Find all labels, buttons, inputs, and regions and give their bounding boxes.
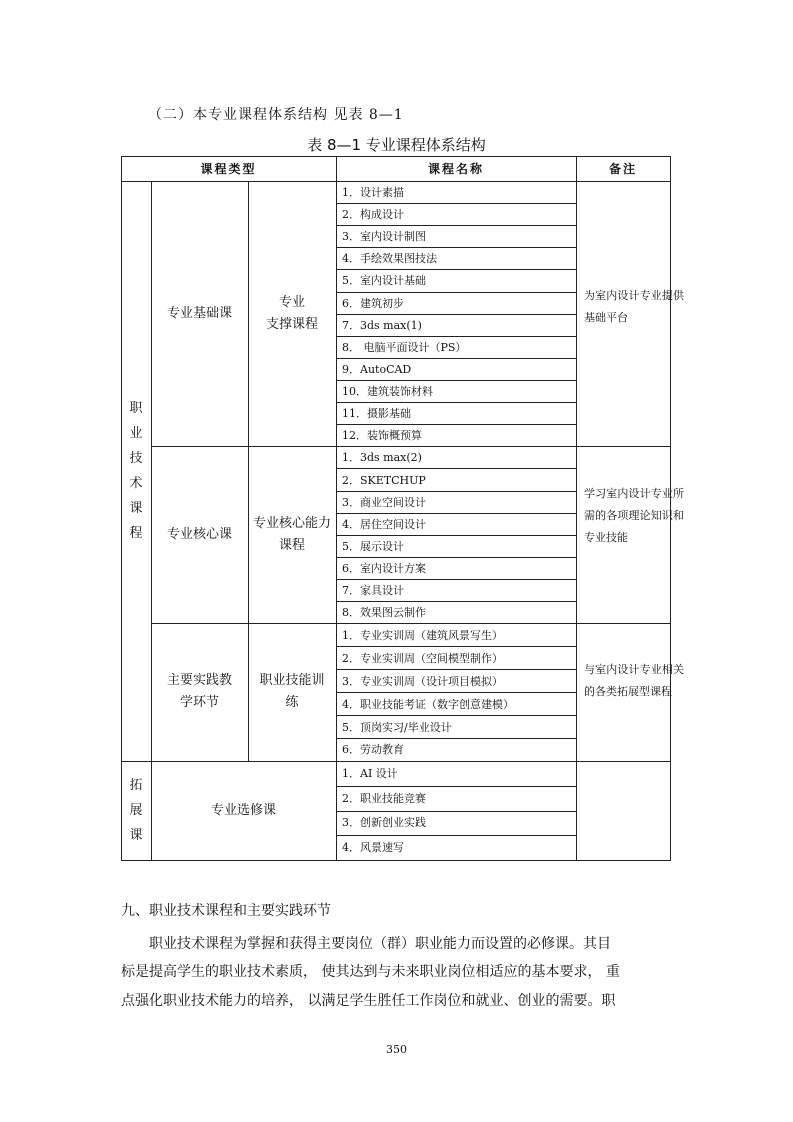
course-item: 2．专业实训周（空间模型制作） <box>342 652 503 665</box>
page-number: 350 <box>386 1043 407 1056</box>
row-line <box>336 491 576 492</box>
row-line <box>336 692 576 693</box>
row-line <box>336 513 576 514</box>
row-line <box>336 247 576 248</box>
practice-category-line2: 学环节 <box>179 695 219 710</box>
row-line <box>336 203 576 204</box>
row-line <box>336 424 576 425</box>
course-item: 4．居住空间设计 <box>342 518 426 531</box>
section9-paragraph-line2: 标是提高学生的职业技术素质， 使其达到与未来职业岗位相适应的基本要求， 重 <box>121 964 620 980</box>
course-item: 1．3ds max(2) <box>342 451 422 464</box>
course-item: 3．室内设计制图 <box>342 230 426 243</box>
row-line <box>336 380 576 381</box>
row-line <box>336 786 576 787</box>
course-item: 5．顶岗实习/毕业设计 <box>342 721 452 734</box>
practice-subcategory-line2: 练 <box>285 695 299 710</box>
course-item: 6．建筑初步 <box>342 297 404 310</box>
course-item: 5．室内设计基础 <box>342 274 426 287</box>
group-vocational-label: 职业技术课程 <box>129 401 143 541</box>
core-category: 专业核心课 <box>166 526 232 542</box>
row-line <box>336 269 576 270</box>
core-remark: 学习室内设计专业所需的各项理论知识和专业技能 <box>584 487 684 544</box>
section9-heading: 九、职业技术课程和主要实践环节 <box>121 903 331 919</box>
row-line <box>336 535 576 536</box>
col-divider-name <box>336 156 337 861</box>
course-item: 4．手绘效果图技法 <box>342 252 437 265</box>
core-subcategory <box>248 446 336 623</box>
row-line <box>336 402 576 403</box>
row-line <box>336 336 576 337</box>
foundation-category: 专业基础课 <box>166 305 232 321</box>
row-line <box>336 601 576 602</box>
header-course-name: 课程名称 <box>427 162 484 176</box>
row-line <box>336 579 576 580</box>
row-line <box>336 669 576 670</box>
course-item: 10．建筑装饰材料 <box>342 385 433 398</box>
course-item: 9．AutoCAD <box>342 363 412 376</box>
course-item: 12．装饰概预算 <box>342 429 422 442</box>
row-line <box>336 358 576 359</box>
practice-subcategory <box>248 623 336 761</box>
table-border-bottom <box>121 860 671 861</box>
row-line <box>336 292 576 293</box>
row-line <box>336 225 576 226</box>
row-line <box>336 557 576 558</box>
col-divider-remark <box>576 156 577 861</box>
foundation-subcategory <box>248 181 336 446</box>
course-item: 11．摄影基础 <box>342 407 411 420</box>
section-caption: （二）本专业课程体系结构 见表 8—1 <box>148 107 404 123</box>
course-item: 1．设计素描 <box>342 186 404 199</box>
course-item: 3．商业空间设计 <box>342 496 426 509</box>
row-line <box>336 811 576 812</box>
foundation-subcategory-line2: 支撑课程 <box>265 316 318 332</box>
course-item: 4．风景速写 <box>342 841 404 854</box>
elective-category: 专业选修课 <box>210 802 276 818</box>
course-item: 1．AI 设计 <box>342 767 398 780</box>
course-item: 1．专业实训周（建筑风景写生） <box>342 629 503 642</box>
section9-paragraph-line1: 职业技术课程为掌握和获得主要岗位（群）职业能力而设置的必修课。其目 <box>149 936 611 952</box>
course-item: 5．展示设计 <box>342 540 404 553</box>
course-item: 3．专业实训周（设计项目模拟） <box>342 675 503 688</box>
row-line <box>336 738 576 739</box>
group-vocational-cell <box>121 181 151 761</box>
course-item: 7．3ds max(1) <box>342 319 422 332</box>
course-item: 3．创新创业实践 <box>342 816 426 829</box>
course-item: 2．SKETCHUP <box>342 474 426 487</box>
core-subcategory-line1: 专业核心能力 <box>252 515 331 531</box>
course-item: 6．劳动教育 <box>342 743 404 756</box>
header-course-type: 课程类型 <box>200 162 257 176</box>
course-item: 4．职业技能考证（数字创意建模） <box>342 698 514 711</box>
row-line <box>336 835 576 836</box>
practice-category <box>151 623 248 761</box>
course-item: 6．室内设计方案 <box>342 562 426 575</box>
practice-remark: 与室内设计专业相关的各类拓展型课程 <box>584 663 684 698</box>
row-line <box>336 646 576 647</box>
practice-subcategory-line1: 职业技能训 <box>259 673 325 688</box>
table-title: 表 8—1 专业课程体系结构 <box>307 136 486 154</box>
row-line <box>336 715 576 716</box>
core-subcategory-line2: 课程 <box>278 537 305 553</box>
course-item: 8．效果图云制作 <box>342 606 426 619</box>
course-item: 8． 电脑平面设计（PS） <box>342 341 467 354</box>
group-extension-label: 拓展课 <box>129 778 143 843</box>
row-line <box>336 468 576 469</box>
practice-category-line1: 主要实践教 <box>166 673 232 688</box>
row-line <box>336 314 576 315</box>
group-extension-cell <box>121 761 151 860</box>
course-item: 2．职业技能竞赛 <box>342 792 426 805</box>
section9-paragraph-line3: 点强化职业技术能力的培养， 以满足学生胜任工作岗位和就业、创业的需要。职 <box>121 993 616 1009</box>
foundation-subcategory-line1: 专业 <box>278 294 305 310</box>
course-item: 7．家具设计 <box>342 584 404 597</box>
course-item: 2．构成设计 <box>342 208 404 221</box>
foundation-remark: 为室内设计专业提供基础平台 <box>584 289 684 324</box>
header-remarks: 备注 <box>608 162 637 176</box>
